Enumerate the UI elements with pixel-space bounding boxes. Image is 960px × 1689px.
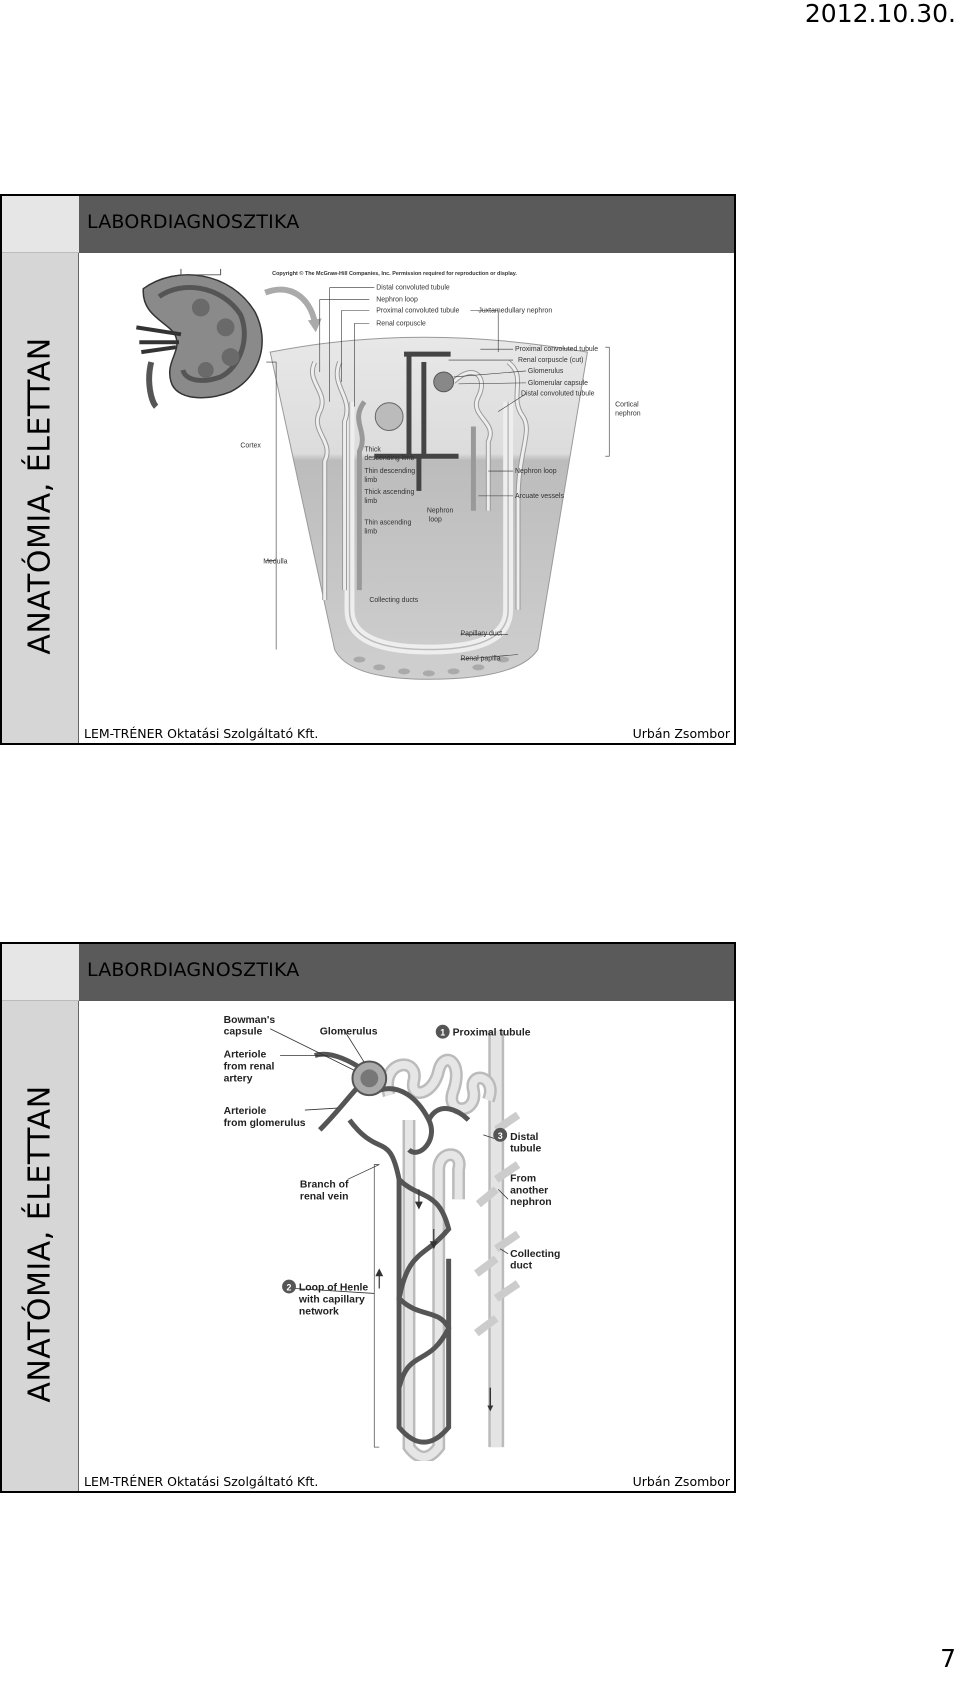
label: limb [364,528,378,536]
footer-author: Urbán Zsombor [632,726,730,741]
label: from glomerulus [223,1117,306,1129]
copyright-text: Copyright © The McGraw-Hill Companies, Inc. Permission required for reproduction or display. [272,270,517,277]
label: Glomerulus [527,367,564,375]
label: Thin ascending [364,519,412,527]
label: Renal papilla [460,655,501,663]
slide-1 [0,194,736,745]
slide-2 [0,942,736,1493]
loop-of-henle [388,1060,491,1457]
slide-sidebar [2,196,79,743]
label: with capillary [298,1294,365,1306]
page-number: 7 [940,1644,956,1673]
capillary-network [315,1054,469,1442]
label: nephron [615,410,641,418]
footer-company: LEM-TRÉNER Oktatási Szolgáltató Kft. [84,1474,319,1489]
label: Nephron [426,507,454,515]
label: Proximal convoluted tubule [376,307,460,315]
renal-corpuscle-icon [375,403,403,431]
label: Collecting ducts [369,596,419,604]
label: Renal corpuscle (cut) [518,357,584,365]
nephron-figure-svg [80,253,734,713]
slide-header [79,944,734,1001]
page-date: 2012.10.30. [804,0,956,28]
label: Bowman's [223,1014,276,1026]
label: Juxtamedullary nephron [478,307,553,315]
glomerulus-icon [434,372,454,392]
glomerulus-core-icon [360,1069,378,1087]
label: Branch of [299,1179,349,1191]
arrow-icon [265,290,315,323]
collecting-duct [476,1031,518,1447]
label: Papillary duct [460,630,503,638]
label: Glomerular capsule [527,379,588,387]
label: another [510,1185,549,1197]
label: From [510,1173,537,1185]
nephron-circulation-svg [80,1001,734,1461]
slide-sidebar [2,944,79,1491]
label: limb [364,497,378,505]
label: Distal convoluted tubule [376,284,450,292]
label: Distal convoluted tubule [521,390,595,398]
label: Thick [364,446,381,454]
label: Arteriole [223,1049,267,1061]
label: descending limb [364,455,415,463]
header-title: LABORDIAGNOSZTIKA [87,959,300,981]
label: Cortical [615,401,639,409]
label: limb [364,477,378,485]
step-number: 3 [497,1130,503,1141]
label: Nephron loop [376,296,418,304]
footer-company: LEM-TRÉNER Oktatási Szolgáltató Kft. [84,726,319,741]
sidebar-corner [2,944,79,1001]
label: capsule [223,1026,263,1038]
label: Medulla [263,558,288,566]
step-number: 1 [440,1027,446,1038]
sidebar-corner [2,196,79,253]
label: Thick ascending [364,488,415,496]
label: Glomerulus [319,1026,378,1038]
label: Distal [510,1131,539,1143]
sidebar-title: ANATÓMIA, ÉLETTAN [22,337,58,655]
label: Arteriole [223,1106,267,1118]
kidney-icon [136,269,262,407]
header-title: LABORDIAGNOSZTIKA [87,211,300,233]
slide-header [79,196,734,253]
label: Thin descending [364,468,416,476]
label: network [298,1306,339,1318]
label: Renal corpuscle [376,320,426,328]
sidebar-title: ANATÓMIA, ÉLETTAN [22,1085,58,1403]
step-number: 2 [286,1282,292,1293]
footer-author: Urbán Zsombor [632,1474,730,1489]
label: from renal [223,1061,275,1073]
label: Arcuate vessels [515,492,564,500]
loop-bracket [374,1165,379,1448]
label: nephron [510,1197,552,1209]
label: Collecting [510,1248,561,1260]
label: artery [223,1073,253,1085]
label: loop [428,516,442,524]
label: Nephron loop [515,468,557,476]
label: Proximal tubule [452,1027,531,1039]
label: renal vein [299,1191,349,1203]
label: Cortex [240,442,261,450]
label: tubule [510,1143,542,1155]
label: duct [510,1260,533,1272]
label: Loop of Henle [298,1282,369,1294]
nephron-circulation-figure [80,1001,734,1461]
nephron-figure [80,253,734,713]
label: Proximal convoluted tubule [515,346,599,354]
